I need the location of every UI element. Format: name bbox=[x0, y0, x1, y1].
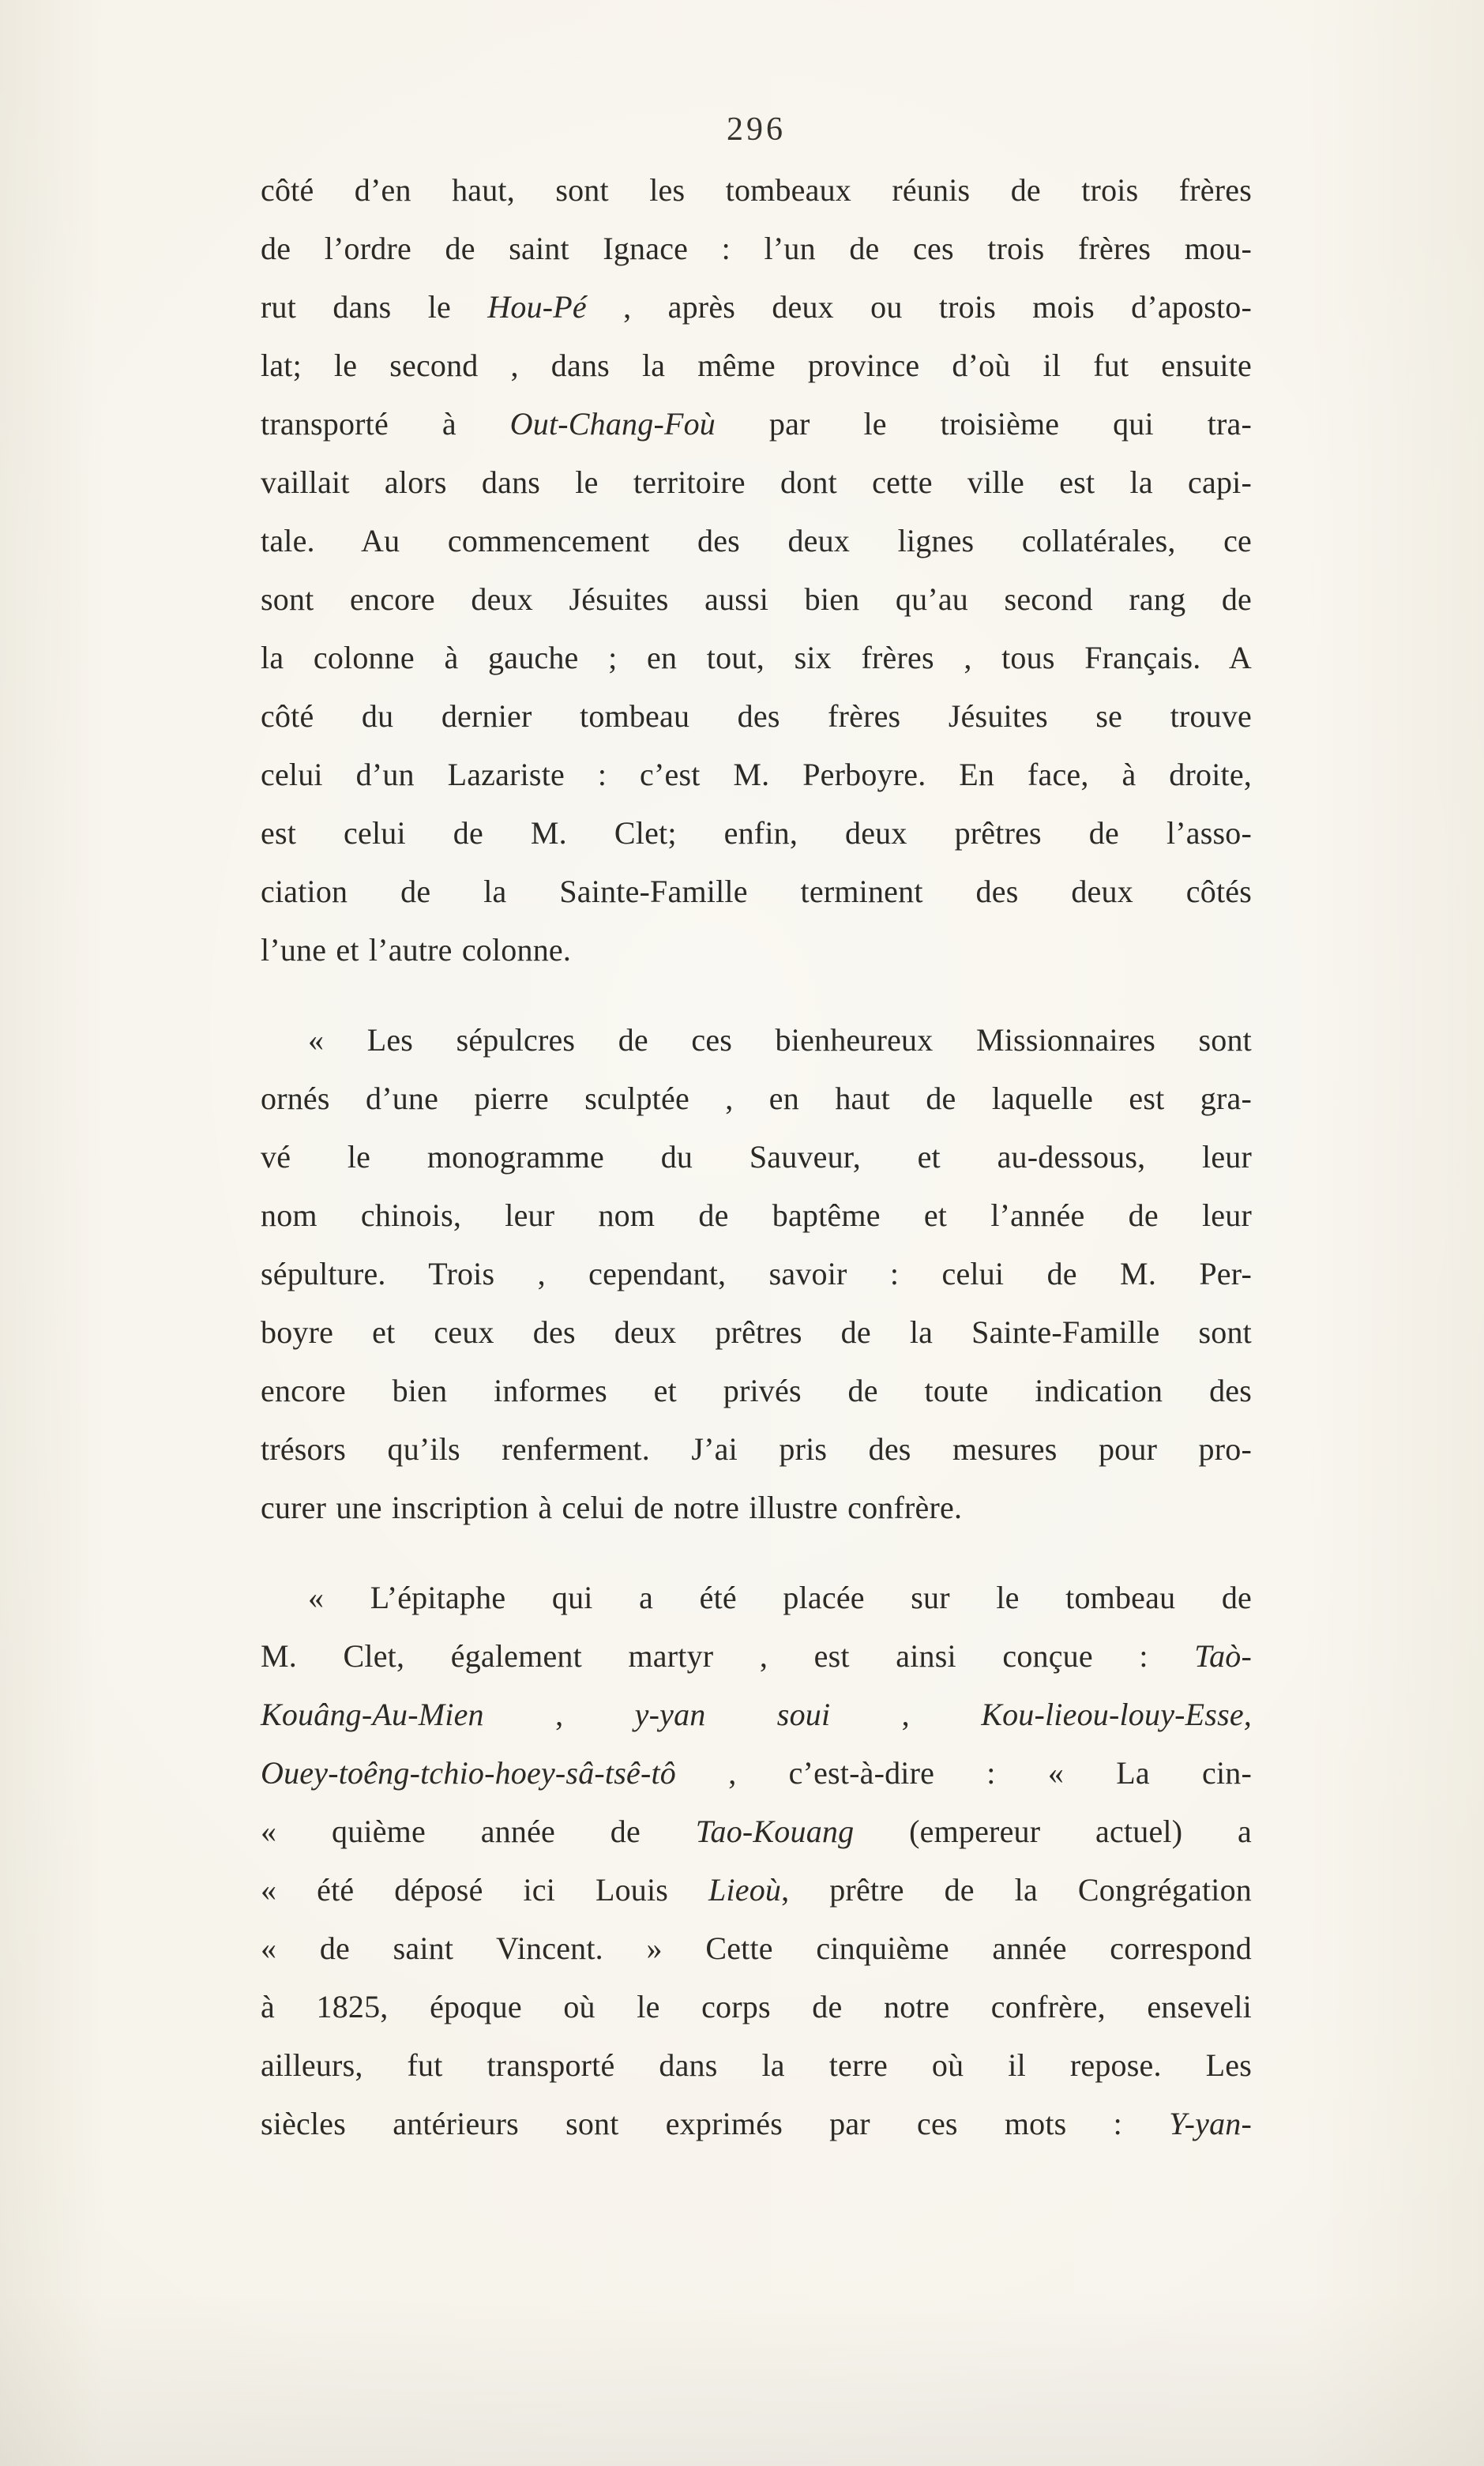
text-run: , bbox=[483, 1697, 635, 1732]
text-line bbox=[261, 395, 1252, 453]
text-run: , c’est-à-dire : « La cin- bbox=[676, 1755, 1252, 1791]
text-line bbox=[261, 1245, 1252, 1303]
text-run: sépulture. Trois , cependant, savoir : celui de M. Per- bbox=[261, 1256, 1252, 1291]
text-line bbox=[261, 1627, 1252, 1686]
text-run: (empereur actuel) a bbox=[854, 1814, 1252, 1849]
text-line bbox=[261, 1011, 1252, 1069]
text-run: nom chinois, leur nom de baptême et l’année de leur bbox=[261, 1197, 1252, 1233]
text-run: celui d’un Lazariste : c’est M. Perboyre. En face, à droite, bbox=[261, 757, 1252, 792]
text-area bbox=[261, 111, 1252, 2153]
italic-run: Hou-Pé bbox=[487, 289, 587, 325]
text-line bbox=[261, 746, 1252, 804]
text-line bbox=[261, 804, 1252, 863]
text-run: vaillait alors dans le territoire dont cette ville est la capi- bbox=[261, 464, 1252, 500]
text-line bbox=[261, 453, 1252, 512]
text-line bbox=[261, 278, 1252, 336]
italic-run: Kouâng-Au-Mien bbox=[261, 1697, 484, 1732]
text-line bbox=[261, 1362, 1252, 1420]
text-line bbox=[261, 1919, 1252, 1978]
text-line bbox=[261, 512, 1252, 570]
text-line bbox=[261, 1128, 1252, 1186]
text-line bbox=[261, 220, 1252, 278]
text-run: à 1825, époque où le corps de notre confrère, enseveli bbox=[261, 1989, 1252, 2024]
text-line bbox=[261, 1186, 1252, 1245]
text-run: « de saint Vincent. » Cette cinquième année correspond bbox=[261, 1930, 1252, 1966]
text-run: , prêtre de la Congrégation bbox=[781, 1872, 1252, 1908]
paragraph bbox=[261, 161, 1252, 979]
text-run: lat; le second , dans la même province d’où il fut ensuite bbox=[261, 348, 1252, 383]
text-run: par le troisième qui tra- bbox=[716, 406, 1252, 442]
text-run: « quième année de bbox=[261, 1814, 696, 1849]
text-line bbox=[261, 1861, 1252, 1919]
text-line bbox=[261, 687, 1252, 746]
text-run: rut dans le bbox=[261, 289, 488, 325]
paragraph bbox=[261, 1569, 1252, 2153]
text-run: transporté à bbox=[261, 406, 510, 442]
text-line bbox=[261, 629, 1252, 687]
italic-run: Ouey-toêng-tchio-hoey-sâ-tsê-tô bbox=[261, 1755, 676, 1791]
text-run: ailleurs, fut transporté dans la terre où il repose. Les bbox=[261, 2047, 1252, 2083]
text-line bbox=[261, 1479, 1252, 1537]
text-run: siècles antérieurs sont exprimés par ces mots : bbox=[261, 2106, 1170, 2141]
text-run: M. Clet, également martyr , est ainsi conçue : bbox=[261, 1638, 1195, 1674]
italic-run: Taò- bbox=[1194, 1638, 1252, 1674]
text-run: sont encore deux Jésuites aussi bien qu’au second rang de bbox=[261, 581, 1252, 617]
text-line bbox=[261, 863, 1252, 921]
text-line bbox=[261, 921, 1252, 979]
text-run: l’une et l’autre colonne. bbox=[261, 932, 572, 968]
text-run: boyre et ceux des deux prêtres de la Sainte-Famille sont bbox=[261, 1314, 1252, 1350]
text-line bbox=[261, 1303, 1252, 1362]
text-run: côté d’en haut, sont les tombeaux réunis de trois frères bbox=[261, 172, 1252, 208]
text-line bbox=[261, 1744, 1252, 1803]
text-line bbox=[261, 1069, 1252, 1128]
text-line bbox=[261, 1420, 1252, 1479]
text-run: « L’épitaphe qui a été placée sur le tombeau de bbox=[308, 1580, 1252, 1615]
italic-run: Tao-Kouang bbox=[695, 1814, 855, 1849]
text-run: ornés d’une pierre sculptée , en haut de laquelle est gra- bbox=[261, 1081, 1252, 1116]
text-run: ciation de la Sainte-Famille terminent des deux côtés bbox=[261, 874, 1252, 909]
text-run: encore bien informes et privés de toute indication des bbox=[261, 1373, 1252, 1408]
text-run: , bbox=[830, 1697, 982, 1732]
paragraph bbox=[261, 1011, 1252, 1537]
text-line bbox=[261, 336, 1252, 395]
text-line bbox=[261, 2036, 1252, 2095]
text-run: de l’ordre de saint Ignace : l’un de ces trois frères mou- bbox=[261, 231, 1252, 266]
text-line bbox=[261, 1803, 1252, 1861]
text-line bbox=[261, 570, 1252, 629]
italic-run: Out-Chang-Foù bbox=[509, 406, 716, 442]
text-run: est celui de M. Clet; enfin, deux prêtres de l’asso- bbox=[261, 815, 1252, 851]
text-run: « été déposé ici Louis bbox=[261, 1872, 708, 1908]
italic-run: Y-yan- bbox=[1169, 2106, 1252, 2141]
text-line bbox=[261, 1569, 1252, 1627]
italic-run: Kou-lieou-louy-Esse, bbox=[981, 1697, 1252, 1732]
text-run: curer une inscription à celui de notre illustre confrère. bbox=[261, 1490, 963, 1525]
text-line bbox=[261, 161, 1252, 220]
text-run: tale. Au commencement des deux lignes collatérales, ce bbox=[261, 523, 1252, 558]
text-run: « Les sépulcres de ces bienheureux Missionnaires sont bbox=[308, 1022, 1252, 1058]
text-line bbox=[261, 1978, 1252, 2036]
text-run: la colonne à gauche ; en tout, six frères , tous Français. A bbox=[261, 640, 1252, 675]
text-run: côté du dernier tombeau des frères Jésuites se trouve bbox=[261, 698, 1252, 734]
text-run: vé le monogramme du Sauveur, et au-dessous, leur bbox=[261, 1139, 1252, 1175]
text-run: , après deux ou trois mois d’aposto- bbox=[586, 289, 1252, 325]
text-line bbox=[261, 2095, 1252, 2153]
page-number: 296 bbox=[727, 111, 786, 148]
italic-run: y-yan soui bbox=[634, 1697, 831, 1732]
text-line bbox=[261, 1686, 1252, 1744]
text-block bbox=[261, 161, 1252, 2153]
italic-run: Lieoù bbox=[708, 1872, 782, 1908]
text-run: trésors qu’ils renferment. J’ai pris des mesures pour pro- bbox=[261, 1431, 1252, 1467]
